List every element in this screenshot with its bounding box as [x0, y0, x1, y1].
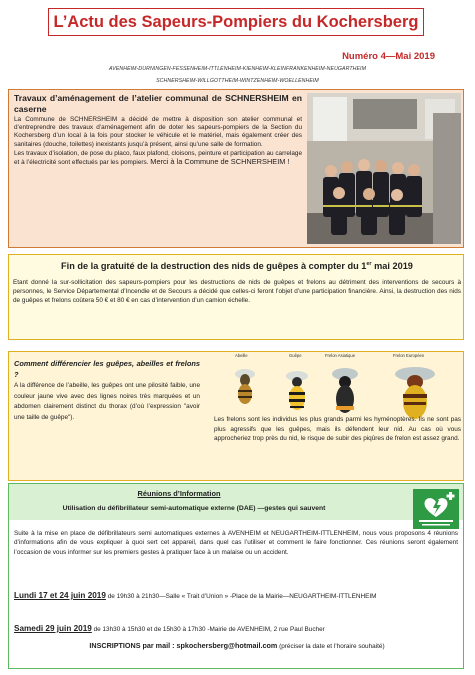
reunion-date-1-label: Lundi 17 et 24 juin 2019: [14, 591, 106, 600]
article-insectes-left: [14, 358, 200, 423]
article-guepes-title-end: mai 2019: [371, 261, 413, 272]
inscriptions-label[interactable]: INSCRIPTIONS par mail : spkochersberg@hotmail.com: [89, 641, 278, 650]
asian-hornet-icon: [332, 368, 358, 413]
reunion-date-2: [14, 624, 458, 633]
article-reunions: [8, 483, 464, 669]
article-guepes: [8, 254, 464, 340]
insects-drawing: [217, 352, 462, 422]
reunions-body: Suite à la mise en place de défibrillateurs semi automatiques externes à AVENHEIM et NEUGARTHEIM-ITTLENHEIM, nous vous proposons 4 réunions d’informations afin de vous expliquer à quoi sert cet appareil, dans quel cas l’utiliser et comment le faire fonctionner. Ces réunions seront également l’occasion de vous informer sur les premiers gestes à pratiquer face à un malaise ou un accident.: [14, 530, 458, 556]
towns-line-1: AVENHEIM-DURNINGEN-FESSENHEIM-ITTLENHEIM-KIENHEIM-KLEINFRANKENHEIM-NEUGARTHEIM: [108, 66, 366, 72]
article-insectes-right-text: Les frelons sont les individus les plus grands parmi les hyménoptères. Ils ne sont pas plus agressifs que les guêpes, mais ils défendent leur nid. Au cas où vous approcheriez trop près du nid, le risque de subir des piqûres de frelon est assez grand.: [214, 416, 461, 443]
label-frelon-europeen: Frelon Européen: [393, 353, 425, 358]
reunion-date-1-detail: de 19h30 à 21h30—Salle « Trait d’Union » -Place de la Mairie—NEUGARTHEIM-ITTLENHEIM: [105, 593, 377, 600]
reunion-date-2-detail: de 13h30 à 15h30 et de 15h30 à 17h30 -Mairie de AVENHEIM, 2 rue Paul Bucher: [91, 626, 325, 633]
newsletter-title: L’Actu des Sapeurs-Pompiers du Kochersberg: [53, 12, 419, 31]
wasp-icon: [286, 371, 308, 410]
article-guepes-title-sup: er: [366, 261, 372, 267]
issue-number: Numéro 4—Mai 2019: [342, 51, 435, 62]
european-hornet-icon: [395, 367, 435, 419]
firefighters-photo-illustration: [307, 93, 461, 244]
article-travaux-text: [14, 93, 302, 168]
reunion-date-2-label: Samedi 29 juin 2019: [14, 624, 92, 633]
reunions-subtitle: Utilisation du défibrillateur semi-automatique externe (DAE) —gestes qui sauvent: [62, 505, 326, 512]
bee-icon: [235, 369, 255, 404]
newsletter-title-box: [48, 8, 424, 36]
article-guepes-title: [9, 261, 465, 271]
reunion-date-1: [14, 591, 458, 602]
article-insectes: [8, 351, 464, 481]
article-travaux-thanks: Merci à la Commune de SCHNERSHEIM !: [150, 157, 290, 167]
defibrillator-icon: [413, 489, 459, 529]
firefighters-photo: [307, 93, 461, 244]
dae-logo-drawing: [413, 489, 459, 529]
article-travaux-para1: La Commune de SCHNERSHEIM a décidé de mettre à disposition son atelier communal et d’entreprendre des travaux d’aménagement afin de doter les sapeurs-pompiers de la Section du Kochersberg d’un local à la fois pour stocker le véhicule et le matériel, mais également créer des sanitaires (douche, toilettes) inexistants jusqu’à présent, ainsi qu’une salle de formation.: [14, 116, 302, 148]
label-abeille: Abeille: [235, 353, 248, 358]
article-guepes-body: Etant donné la sur-sollicitation des sapeurs-pompiers pour les destructions de nids de guêpes et frelons au détriment des interventions de secours à personnes, le Service Départemental d’Incendie et de Secours a décidé que celles-ci feront l’objet d’une participation financière. Ainsi, la destruction des nids de guêpes et frelons coûtera 50 € et 80 € en cas d’intervention d’un camion échelle.: [13, 279, 461, 304]
insects-illustration: [217, 352, 462, 422]
article-guepes-title-text: Fin de la gratuité de la destruction des nids de guêpes à compter du 1: [61, 261, 367, 272]
label-guepe: Guêpe: [289, 353, 302, 358]
article-travaux-title: Travaux d’aménagement de l’atelier communal de SCHNERSHEIM en caserne: [14, 93, 302, 114]
towns-line-2: SCHNERSHEIM-WILLGOTTHEIM-WINTZENHEIM-WOELLENHEIM: [156, 78, 319, 84]
article-travaux: [8, 89, 464, 248]
inscriptions-line: [9, 641, 464, 650]
reunions-title: Réunions d’Information: [137, 489, 221, 498]
label-frelon-asiatique: Frelon Asiatique: [325, 353, 356, 358]
article-travaux-para2-text: Les travaux d’isolation, de pose du placo, faux plafond, cloisons, peinture et participation au carrelage et à l’électricité sont effectués par les pompiers.: [14, 149, 302, 167]
article-insectes-question: Comment différencier les guêpes, abeilles et frelons ?: [14, 359, 200, 379]
article-insectes-left-text: A la différence de l’abeille, les guêpes ont une pilosité faible, une couleur jaune vive avec des lignes noires très marquées et un abdomen clairement distinct du thorax (d’où l’expression "avoir une taille de guêpe").: [14, 382, 200, 421]
article-travaux-para2: [14, 150, 302, 167]
inscriptions-note: (préciser la date et l’horaire souhaité): [277, 643, 385, 650]
